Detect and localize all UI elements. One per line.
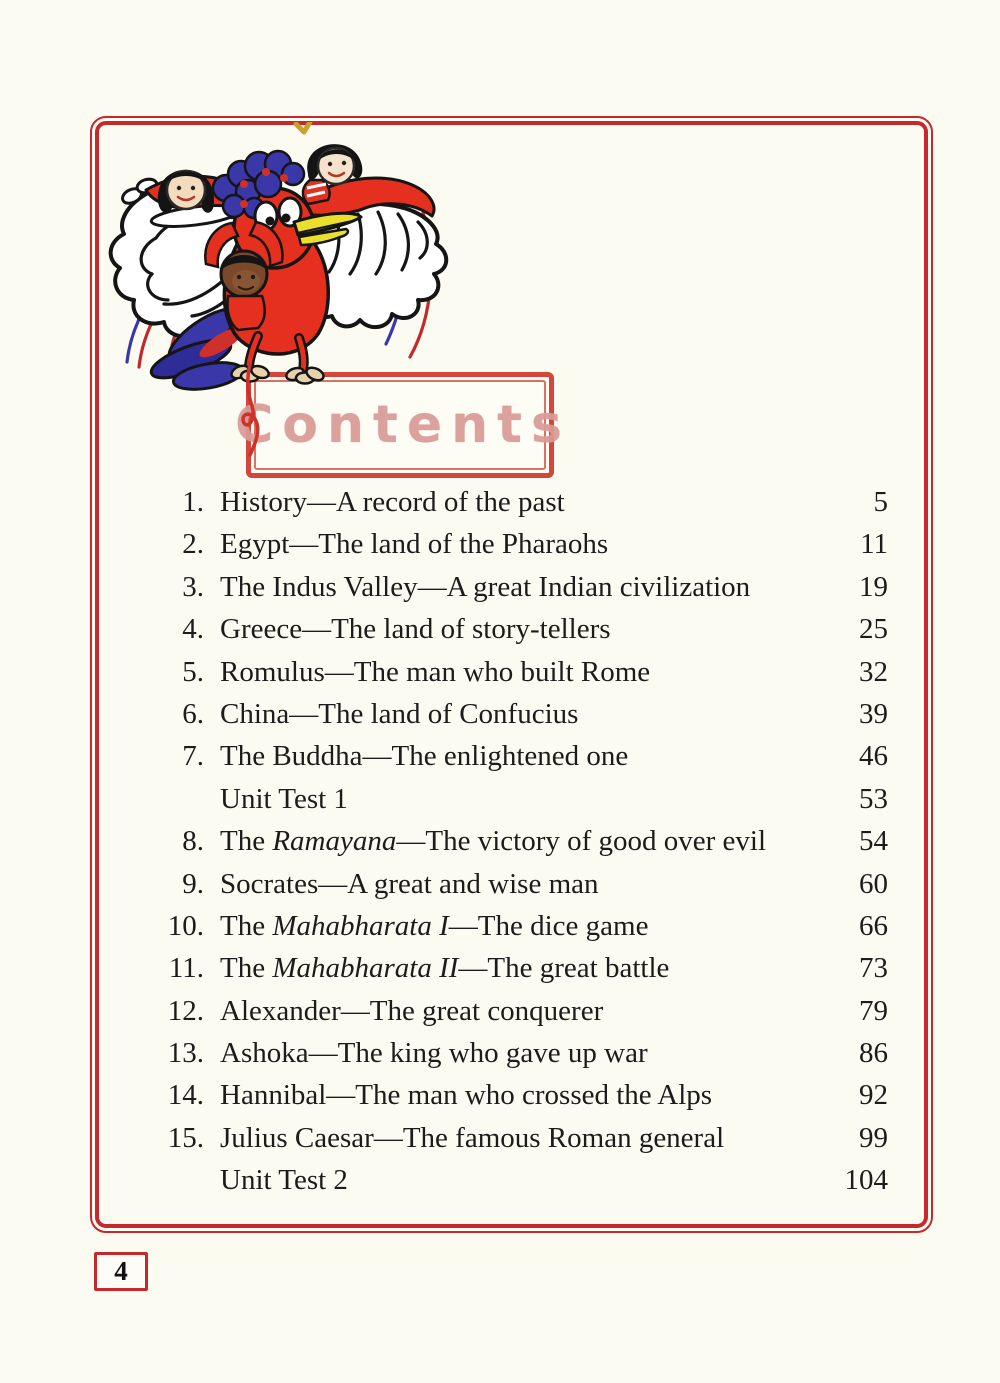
toc-entry-title: History—A record of the past <box>220 486 565 518</box>
toc-entry-number: 1. <box>182 486 204 518</box>
toc-entry-number: 10. <box>167 909 204 942</box>
toc-entry-page: 39 <box>859 697 888 730</box>
toc-entry-title: Julius Caesar—The famous Roman general <box>220 1121 725 1154</box>
toc-entry-page: 66 <box>859 909 888 942</box>
toc-entry <box>158 863 888 905</box>
toc-entry-number: 2. <box>182 528 204 561</box>
page-number-badge <box>94 1252 148 1291</box>
rooster-with-children-illustration <box>98 122 528 467</box>
toc-entry-number: 12. <box>167 994 204 1027</box>
toc-entry-title: China—The land of Confucius <box>220 697 579 730</box>
toc-entry-page: 11 <box>860 528 888 561</box>
toc-entry-page: 86 <box>859 1037 888 1070</box>
toc-entry-title: Unit Test 1 <box>220 782 348 815</box>
toc-entry-title: Ashoka—The king who gave up war <box>220 1037 648 1070</box>
toc-entry <box>158 566 888 608</box>
toc-entry <box>158 1159 888 1201</box>
toc-entry-page: 92 <box>859 1079 888 1112</box>
toc-entry-page: 104 <box>844 1164 888 1197</box>
toc-entry-number: 14. <box>167 1079 204 1112</box>
toc-entry-title: The Buddha—The enlightened one <box>220 740 629 773</box>
toc-entry-number: 13. <box>167 1037 204 1070</box>
toc-entry <box>158 481 888 523</box>
toc-entry-page: 73 <box>859 952 888 985</box>
toc-entry-title: Romulus—The man who built Rome <box>220 655 651 688</box>
toc-entry <box>158 778 888 820</box>
toc-entry-number: 9. <box>182 867 204 900</box>
toc-entry <box>158 693 888 735</box>
toc-entry-number: 8. <box>182 825 204 858</box>
toc-entry <box>158 608 888 650</box>
toc-entry-page: 5 <box>873 486 888 518</box>
toc-entry-number: 7. <box>182 740 204 773</box>
page-number: 4 <box>114 1256 128 1286</box>
toc-entry-title: Alexander—The great conquerer <box>220 994 604 1027</box>
toc-entry-title: Egypt—The land of the Pharaohs <box>220 528 609 561</box>
toc-entry-title: Unit Test 2 <box>220 1164 348 1197</box>
toc-entry-page: 32 <box>859 655 888 688</box>
toc-entry-page: 79 <box>859 994 888 1027</box>
toc-entry-page: 54 <box>859 825 888 858</box>
toc-entry-page: 53 <box>859 782 888 815</box>
toc-entry <box>158 947 888 989</box>
toc-entry <box>158 820 888 862</box>
toc-entry <box>158 651 888 693</box>
toc-entry-title: The Indus Valley—A great Indian civilization <box>220 570 751 603</box>
toc-list <box>158 481 888 1202</box>
toc-entry <box>158 1032 888 1074</box>
toc-entry-title: The Mahabharata II—The great battle <box>220 952 670 985</box>
toc-entry-title: Socrates—A great and wise man <box>220 867 599 900</box>
toc-entry <box>158 990 888 1032</box>
toc-entry-number: 5. <box>182 655 204 688</box>
toc-entry-number: 11. <box>168 952 204 985</box>
toc-entry-number: 3. <box>182 570 204 603</box>
toc-entry <box>158 523 888 565</box>
toc-entry-title: The Ramayana—The victory of good over evil <box>220 825 767 858</box>
toc-entry-page: 25 <box>859 613 888 646</box>
toc-entry-number: 6. <box>182 697 204 730</box>
toc-entry-number: 4. <box>182 613 204 646</box>
toc-entry-title: The Mahabharata I—The dice game <box>220 909 649 942</box>
toc-entry-page: 46 <box>859 740 888 773</box>
toc-entry-number: 15. <box>167 1121 204 1154</box>
toc-entry <box>158 735 888 777</box>
toc-entry-page: 99 <box>859 1121 888 1154</box>
toc-entry-page: 19 <box>859 570 888 603</box>
toc-entry <box>158 1074 888 1116</box>
toc-entry <box>158 1117 888 1159</box>
toc-entry-title: Hannibal—The man who crossed the Alps <box>220 1079 713 1112</box>
toc-entry-page: 60 <box>859 867 888 900</box>
toc-entry-title: Greece—The land of story-tellers <box>220 613 611 646</box>
toc-entry <box>158 905 888 947</box>
contents-title: Contents <box>235 395 571 455</box>
